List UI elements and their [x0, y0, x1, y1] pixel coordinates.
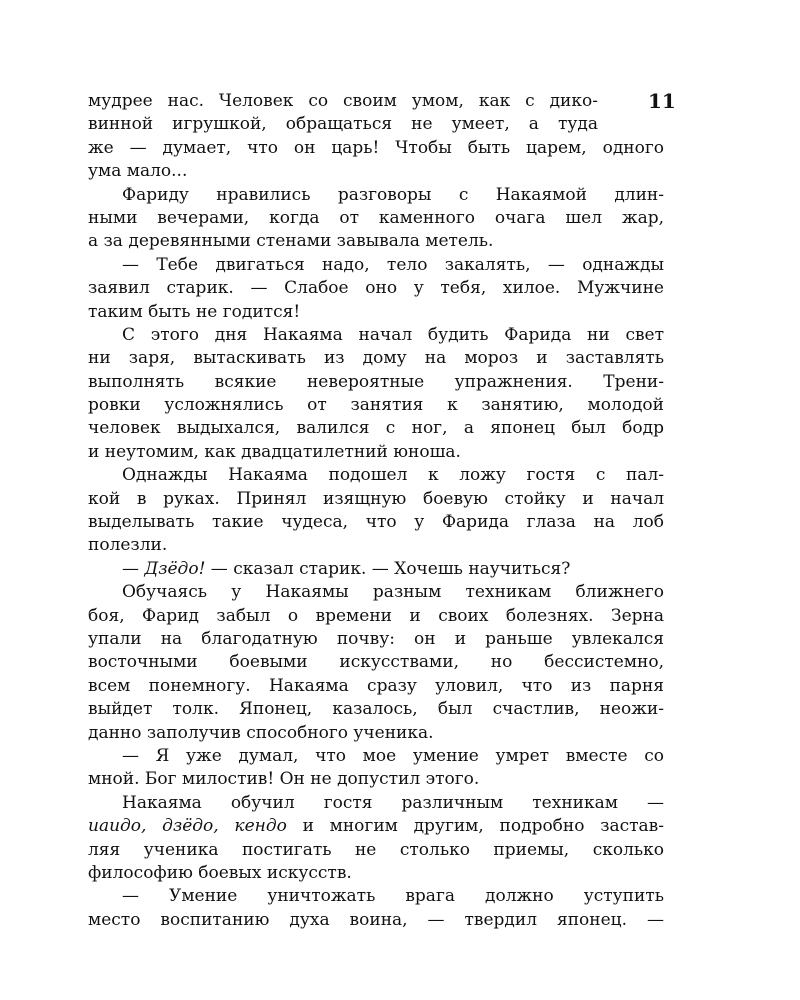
text-line: ляя ученика постигать не столько приемы, сколько [88, 839, 664, 860]
text-line: таким быть не годится! [88, 301, 301, 322]
page-number: 11 [648, 89, 676, 113]
text-line: выполнять всякие невероятные упражнения. Трени- [88, 371, 664, 392]
text-line: выйдет толк. Японец, казалось, был счастлив, неожи- [88, 699, 664, 720]
text-line: ни заря, вытаскивать из дому на мороз и заставлять [88, 348, 664, 369]
text-line: — Умение уничтожать врага должно уступить [122, 886, 664, 907]
text-line: заявил старик. — Слабое оно у тебя, хилое. Мужчине [88, 278, 664, 299]
text-line: Однажды Накаяма подошел к ложу гостя с пал- [122, 465, 664, 486]
text-line: ными вечерами, когда от каменного очага шел жар, [88, 207, 664, 228]
text-line: винной игрушкой, обращаться не умеет, а туда [88, 114, 598, 135]
text-line: кой в руках. Принял изящную боевую стойку и начал [88, 488, 664, 509]
text-line: же — думает, что он царь! Чтобы быть царем, одного [88, 137, 664, 158]
text-line: человек выдыхался, валился с ног, а японец был бодр [88, 418, 664, 439]
text-line: упали на благодатную почву: он и раньше увлекался [88, 628, 664, 649]
text-line: выделывать такие чудеса, что у Фарида глаза на лоб [88, 512, 664, 533]
text-line: С этого дня Накаяма начал будить Фарида ни свет [122, 324, 664, 345]
text-line: всем понемногу. Накаяма сразу уловил, что из парня [88, 675, 664, 696]
text-line: иаидо, дзёдо, кендо и многим другим, подробно застав- [88, 816, 664, 837]
text-line: — Дзёдо! — сказал старик. — Хочешь научиться? [122, 558, 571, 579]
text-line: философию боевых искусств. [88, 862, 352, 883]
text-line: а за деревянными стенами завывала метель. [88, 231, 494, 252]
text-line: мной. Бог милостив! Он не допустил этого. [88, 769, 480, 790]
text-line: Фариду нравились разговоры с Накаямой длин- [122, 184, 664, 205]
text-line: Обучаясь у Накаямы разным техникам ближнего [122, 582, 664, 603]
text-line: мудрее нас. Человек со своим умом, как с дико- [88, 91, 598, 111]
text-line: данно заполучив способного ученика. [88, 722, 434, 743]
text-line: Накаяма обучил гостя различным техникам — [122, 792, 664, 813]
text-line: — Тебе двигаться надо, тело закалять, — однажды [122, 254, 664, 275]
text-line: ума мало... [88, 161, 188, 182]
text-line: полезли. [88, 535, 168, 556]
text-line: — Я уже думал, что мое умение умрет вместе со [122, 745, 664, 766]
text-line: и неутомим, как двадцатилетний юноша. [88, 441, 461, 462]
text-line: ровки усложнялись от занятия к занятию, молодой [88, 395, 664, 416]
text-line: место воспитанию духа воина, — твердил японец. — [88, 909, 664, 930]
text-line: боя, Фарид забыл о времени и своих болезнях. Зерна [88, 605, 664, 626]
text-line: восточными боевыми искусствами, но бессистемно, [88, 652, 664, 673]
body-text [88, 90, 664, 932]
